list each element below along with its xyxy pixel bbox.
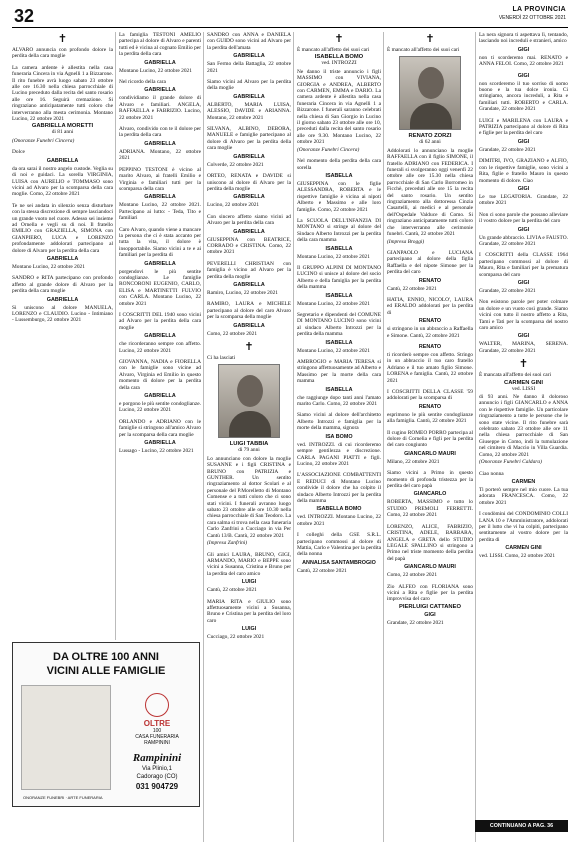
column-6 (475, 32, 568, 842)
emblem-word: OLTRE (143, 719, 171, 728)
notice-name: GABRIELLA (144, 333, 176, 340)
notice-text: È mancata all'affetto dei suoi cari (479, 372, 551, 379)
notice-text: Lussago - Lucino, 22 ottobre 2021 (119, 448, 194, 455)
notice-name: ANNALISA SANTAMBROGIO (302, 559, 376, 566)
notice-name: ISA BOMO (325, 433, 353, 440)
obituary-notice (479, 252, 568, 294)
advert-photo (21, 685, 111, 790)
notice-text: Ci ha lasciati (207, 355, 236, 361)
obituary-notice (119, 227, 201, 307)
notice-text: Grandate, 22 ottobre 2021 (479, 146, 536, 153)
notice-text: ROBERTA, MASSIMO e tutto lo STUDIO PREMOLI FERRETTI. Como, 22 ottobre 2021 (387, 499, 473, 519)
notice-text: Siamo vicini ad Alvaro per la perdita della moglie (207, 79, 291, 92)
column-2 (115, 32, 201, 640)
obituary-notice (479, 158, 568, 206)
notice-text: Segretario e dipendenti del COMUNE DI MONTANO LUCINO sono vicini al sindaco Alberto Introzzi per la perdita della mamma (297, 312, 381, 338)
notice-text: Lucino, 22 ottobre 2021 (207, 202, 260, 209)
obituary-notice (387, 524, 473, 579)
notice-name: GIGI (517, 226, 530, 233)
funeral-agency: (Impresa Zanfrini) (207, 540, 248, 547)
deceased-age: di 62 anni (419, 139, 441, 146)
notice-text: ALVARO annuncia con profondo dolore la perdita della cara moglie (12, 47, 113, 60)
notice-text: È mancato all'affetto dei suoi cari (297, 47, 370, 53)
deceased-age: ved. INTROZZI (321, 60, 357, 67)
cross-icon: ✝ (334, 33, 344, 45)
notice-text: Grandate, 22 ottobre 2021 (479, 287, 536, 294)
obituary-notice (119, 32, 201, 74)
obituary-notice (479, 299, 568, 354)
notice-text: MARIA RITA e GIULIO sono affettuosamente vicini a Susanna, Bruno e Cristina per la perdita del loro caro (207, 598, 291, 624)
notice-text: Addolorati lo annunciano la moglie RAFFAELLA con il figlio SIMONE, il fratello ADRIANO con FEDERICA. I funerali si svolgeranno oggi venerdì 22 ottobre alle ore 15.30 nella chiesa parrocchiale di San Carlo Borromeo in Ficchè, preceduti alle ore 15 la recita del santo rosario. Un sentito ringraziamento alla dottoressa Cinzia Casartelli, ai medici e al personale dell'Ospedale Valduce di Como. Si ringraziano anticipatamente tutti coloro che interverranno alle cerimonie funebri. Cantù, 22 ottobre 2021 (387, 147, 473, 238)
notice-name: GABRIELLA (233, 228, 265, 235)
cross-icon: ✝ (244, 341, 254, 353)
funeral-agency: (Onoranze Funebri Cincera) (297, 146, 360, 153)
notice-text: Gli amici LAURA, BRUNO, GIGI, ARMANDO, MARIO e BEPPE sono vicini a Susanna, Cristina e Bruno per la perdita del caro amico (207, 551, 291, 577)
notice-name: GABRIELLA (233, 194, 265, 201)
notice-text: SILVANA, ALBINO, DEBORA, MANUELE e famiglie partecipano al dolore di Alvaro per la perdita della cara moglie (207, 126, 291, 152)
deceased-name: PIERLUIGI CATTANEO (399, 603, 461, 610)
notice-text: Montano Lucino, 22 ottobre 2021 (119, 67, 192, 74)
obituary-notice (207, 301, 291, 337)
advert-emblem (117, 693, 197, 791)
funeral-agency: (Impresa Broggi) (387, 238, 425, 245)
notice-name: ISABELLA (325, 172, 353, 179)
obituary-notice (479, 32, 568, 68)
notice-text: ved. INTROZZI. di cui ricorderemo sempre gentilezza e discrezione. CARLA PAGANI PIATTI e figli. Lucino, 22 ottobre 2021 (297, 441, 381, 467)
advert-brand: Rampinini (132, 752, 182, 764)
obituary-notice (207, 552, 291, 594)
column-1 (12, 32, 113, 640)
notice-name: GABRIELLA (144, 393, 176, 400)
column-3 (203, 32, 291, 842)
obituary-notice (387, 344, 473, 384)
notice-text: GIANPAOLO e LUCIANA partecipano al dolore della figlia Raffaella e del nipote Simone per la perdita del caro (387, 249, 473, 276)
notice-text: ALBERTO, MARIA LUISA, ALESSIO, DAVIDE e ARIANNA. Montano, 22 ottobre 2021 (207, 101, 291, 121)
notice-text: Cucciago, 22 ottobre 2021 (207, 634, 265, 641)
obituary-notice (207, 599, 291, 641)
deceased-name: CARMEN GINI (504, 379, 543, 386)
notice-name: CARMEN (511, 478, 536, 485)
portrait-photo (218, 364, 280, 438)
obituary-notice (387, 584, 473, 627)
emblem-icon (145, 693, 169, 717)
obituary-notice (297, 359, 381, 407)
obituary-notice (297, 472, 381, 527)
deceased-name: GABRIELLA MORETTI (31, 123, 94, 130)
portrait-photo (399, 56, 461, 130)
notice-text: Ciao nonna (479, 470, 504, 477)
page-number: 32 (14, 6, 35, 26)
notice-name: ISABELLA (325, 339, 353, 346)
notice-text: I condòmini del CONDOMINIO COLLI LANA 10 e l'Amministratore, addolorati per il lutto che vi ha colpiti, partecipano sentitamente al vostro dolore per la perdita di (479, 511, 568, 543)
obituary-notice (479, 471, 568, 507)
notice-text: Siamo vicini a Primo in questo momento di profonda tristezza per la perdita del caro papà (387, 470, 473, 490)
advert-address-1: Via Plinio,1 (142, 766, 172, 772)
notice-name: GIANCARLO MAURI (404, 564, 456, 571)
notice-text: Montano Lucino, 22 ottobre 2021. Partecipano ai lutto: - Teda, Tito e familiari (119, 202, 201, 222)
obituary-notice (207, 261, 291, 297)
notice-text: Ramiro, Lucino, 22 ottobre 2021 (207, 289, 278, 296)
notice-text: condividiamo il grande dolore di Alvaro e familiari. ANGELA, RAFFAELLA e FABRIZIO. Lucino, 22 ottobre 2021 (119, 95, 201, 121)
notice-name: RENATO (418, 277, 442, 284)
column-5 (383, 32, 473, 842)
obituary-notice (12, 149, 113, 197)
notice-text: Cantù, 22 ottobre 2021 (387, 285, 437, 292)
advert-headline-2: VICINI ALLE FAMIGLIE (46, 665, 166, 677)
notice-text: SANDRO e RITA partecipano con profondo affetto al grande dolore di Alvaro per la perdita della cara moglie (12, 275, 113, 295)
obituary-notice (207, 342, 291, 547)
obituary-notice (479, 359, 568, 465)
obituary-notice (207, 79, 291, 121)
notice-text: Dolce (12, 149, 25, 156)
notice-text: I COSCRITTI DEL 1940 sono vicini ad Alvaro per la perdita della cara moglie (119, 312, 201, 331)
notice-name: GIGI (517, 138, 530, 145)
obituary-notice (387, 430, 473, 466)
obituary-notice (207, 126, 291, 168)
notice-name: GABRIELLA (144, 59, 176, 66)
notice-text: Montano Lucino, 22 ottobre 2021 (297, 300, 370, 307)
notice-text: esprimono le più sentite condoglianze alla famiglia. Cantù, 22 ottobre 2021 (387, 411, 473, 425)
notice-name: GABRIELLA (46, 157, 79, 164)
obituary-notice (207, 173, 291, 209)
notice-text: ved. INTROZZI. Montano Lucino, 22 ottobre 2021 (297, 514, 381, 527)
obituary-notice (297, 218, 381, 260)
notice-text: Zio ALFEO con FLORIANA sono vicini a Rita e figlie per la perdita improvvisa del caro (387, 583, 473, 603)
notice-text: Cantù, 22 ottobre 2021 (297, 567, 347, 574)
notice-text: La famiglia TESTONI AMELIO partecipa al dolore di Alvaro e parenti tutti ed è vicina al cognato Emilio per la perdita della cara (119, 32, 201, 58)
notice-name: ISABELLA (325, 386, 353, 393)
obituary-notice (297, 158, 381, 213)
cross-icon: ✝ (518, 358, 529, 371)
notice-name: GIGI (424, 611, 436, 618)
funeral-home-advert (12, 642, 200, 807)
advert-headline-1: DA OLTRE 100 ANNI (53, 651, 159, 663)
emblem-line-3: RAMPININI (144, 740, 170, 746)
notice-text: non scorderemo il tuo sorriso di uomo buono e la tua dolce ironia. Ci stringiamo, ancora increduli, a Rita e familiari tutti. ROBERTO e CARLA. Grandate, 22 ottobre 2021 (479, 80, 568, 113)
funeral-agency: (Onoranze Funebri Cincera) (12, 137, 75, 144)
notice-text: Il GRUPPO ALPINI DI MONTANO LUCINO si unisce al dolore del socio Alberto e della famiglia per la perdita della mamma (297, 264, 381, 291)
notice-text: Como, 22 ottobre 2021 (207, 330, 258, 337)
notice-text: LORENZO, ALICE, FABRIZIO, CRISTINA, ADELE, BARBARA, ANGELA e GRETA dello STUDIO LEGALE SPALLINO si stringono a Primo nel triste momento della perdita del papà (387, 523, 473, 562)
obituary-notice (207, 32, 291, 74)
notice-text: L'ASSOCIAZIONE COMBATTENTI E REDUCI di Montano Lucino condivide il dolore che ha colpito il sindaco Alberto Introzzi per la perdita della mamma (297, 472, 381, 504)
notice-text: Siamo vicini al dolore dell'architetto Alberto Introzzi e famiglia per la morte della mamma, signora (297, 412, 381, 432)
deceased-name: LUIGI TABBIA (229, 441, 269, 448)
notice-text: GIOVANNA, NADIA e FIORELLA con le famiglie sono vicine ad Alvaro, Virginia ed Emilio in questo momento di dolore per la perdita della cara (119, 359, 201, 391)
notice-text: Lo annunciano con dolore la moglie SUSANNE e i figli CRISTINA e BRUNO con PATRIZIA e GUNTHER. Un sentito ringraziamento al dottor Scolari e al personale del P.Morelletto di Montano Comense e a tutti coloro che ci sono stati vicini. I funerali avranno luogo sabato 23 ottobre alle ore 10.30 nella chiesa parrocchiale di San Teodoro. La cara salma si trova nella casa funeraria Carlo Zanfrini a Cucciago in via Per Cantù 13/B. Cantù, 22 ottobre 2021 (207, 455, 291, 539)
notice-name: GABRIELLA (233, 281, 265, 288)
notice-text: Le tue LEGATORIA. Grandate, 22 ottobre 2021 (479, 193, 568, 207)
obituary-notice (119, 126, 201, 162)
obituary-notice (479, 118, 568, 154)
obituary-notice (387, 297, 473, 339)
notice-name: GABRIELLA (144, 140, 176, 147)
notice-name: ISABELLA (325, 245, 353, 252)
obituary-notice (119, 79, 201, 121)
cross-icon: ✝ (57, 33, 68, 45)
deceased-name: ISABELLA BOMO (314, 54, 364, 61)
notice-name: CARMEN GINI (505, 545, 542, 552)
notice-name: GABRIELLA (233, 93, 265, 100)
notice-text: Montano Lucino, 22 ottobre 2021 (12, 263, 85, 270)
deceased-age: di 79 anni (238, 447, 260, 454)
obituary-notice (12, 34, 113, 60)
obituary-notice (12, 65, 113, 144)
obituary-notice (297, 532, 381, 574)
obituary-notice (119, 419, 201, 455)
notice-text: Alvaro, condivido con te il dolore per la perdita della cara (119, 126, 201, 139)
notice-text: Milano, 22 ottobre 2021 (387, 458, 440, 465)
notice-name: LUIGI (241, 626, 257, 633)
advert-address-2: Cadorago (CO) (136, 774, 178, 780)
notice-name: GABRIELLA (144, 194, 176, 201)
notice-text: e porgono le più sentite condoglianze. Lucino, 22 ottobre 2021 (119, 401, 201, 414)
notice-text: Il cugino ROMEO PORRO partecipa al dolore di Cornelia e figli per la perdita del caro congiunto (387, 429, 473, 449)
notice-text: si stringono in un abbraccio a Raffaella e Simone. Cantù, 22 ottobre 2021 (387, 326, 473, 339)
notice-name: GIGI (517, 46, 530, 53)
notice-text: che raggiunge dopo tanti anni l'amato marito Carlo. Como, 22 ottobre 2021 (297, 394, 381, 408)
notice-text: ved. LISSI. Como, 22 ottobre 2021 (479, 553, 556, 560)
notice-name: GABRIELLA (233, 153, 265, 160)
notice-text: Te ne sei andata in silenzio senza disturbare con la stessa discrezione di sempre lasciandoci un grande vuoto nel cuore. Adesso sei insieme ad Ornella e vegli su di noi. Il fratello EMILIO con GRAZIELLA, SIMONA con GIANPIERO, LUCA e LORENZO profondamente addolorati partecipano al dolore di Alvaro per la perdita della cara (12, 202, 113, 254)
obituary-notice (297, 265, 381, 307)
notice-text: Non esistono parole per poter colmare un dolore e un vuoto così grande. Siamo vicini con tutto il nostro affetto a Rita, Tami e Tati per la scomparsa del nostro caro amico (479, 299, 568, 331)
notice-name: GABRIELLA (233, 53, 265, 60)
notice-text: I COSCRITTI della CLASSE 1964 partecipano commossi al dolore di Mauro, Rita e familiari per la prematura scomparsa del caro (479, 252, 568, 278)
notice-text: San Fermo della Battaglia, 22 ottobre 2021 (207, 61, 291, 74)
notice-name: ISABELLA (325, 292, 353, 299)
publication-date: VENERDÌ 22 OTTOBRE 2021 (498, 15, 566, 21)
notice-name: GABRIELLA (144, 260, 176, 267)
notice-text: ADRIANA. Montano, 22 ottobre 2021 (119, 148, 201, 162)
advert-phone: 031 904729 (135, 782, 179, 791)
notice-name: LUIGI (241, 579, 257, 586)
notice-text: porgendovi le più sentite condoglianze. Le famiglie RONCORONI EUGENIO, CARLO, ELISA e MARTINETTI FULVIO con CARLA. Montano Lucino, 22 ottobre 2021 (119, 268, 201, 307)
notice-text: Caro Alvaro, quando viene a mancare la persona che ci è stata accanto per tutta la vita, il dolore è insopportabile. Siamo vicini a te e ai familiari per la perdita di (119, 226, 201, 259)
notice-text: La SCUOLA DELL'INFANZIA DI MONTANO si stringe al dolore del Sindaco Alberto Introzzi per la perdita della cara mamma (297, 217, 381, 244)
notice-text: GIUSEPPINA con le figlie ALESSANDRA, ROBERTA e le rispettive famiglie è vicina ai nipoti Alberto e Massimo e alle loro famiglie. Como, 22 ottobre 2021 (297, 180, 381, 213)
continued-banner: CONTINUANO A PAG. 36 (475, 820, 568, 832)
notice-name: GABRIELLA (46, 296, 79, 303)
notice-name: GIGI (517, 185, 530, 192)
notice-text: da ora sarai il nostro angelo custode. Veglia su di noi e guidaci. La sorella VIRGINIA, LUISA con AURELIO e TOMMASO sono vicini ad Alvaro per la scomparsa della cara moglie. Como, 22 ottobre 2021 (12, 165, 113, 198)
notice-text: Como, 22 ottobre 2021 (387, 572, 438, 579)
notice-text: RAMIRO, LAURA e MICHELE partecipano al dolore del caro Alvaro per la scomparsa della moglie (207, 301, 291, 321)
notice-text: AMBROGIO e MARIA TERESA si stringono affettuosamente ad Alberto e Massimo per la morte della cara mamma (297, 359, 381, 385)
notice-text: Nel ricordo della cara (119, 79, 166, 86)
notice-text: È mancato all'affetto dei suoi cari (387, 47, 460, 53)
notice-text: Montano Lucino, 22 ottobre 2021 (297, 347, 370, 354)
notice-text: Un grande abbraccio. LIVIA e FAUSTO. Grandate, 22 ottobre 2021 (479, 234, 568, 247)
notice-text: non ti scorderemo mai. RENATO e ANNA FELOI. Como, 22 ottobre 2021 (479, 54, 568, 68)
deceased-age: di 81 anni (51, 129, 74, 136)
notice-text: Grandate, 22 ottobre 2021 (387, 619, 444, 626)
emblem-line-1: 100 (152, 728, 162, 734)
notice-text: ti ricorderò sempre con affetto. Stringo in un abbraccio il tuo caro fratello Adriano e il tuo amato figlio Simone. LORENA e famiglia. Cantù, 22 ottobre 2021 (387, 351, 473, 384)
obituary-notice (12, 275, 113, 323)
notice-text: PEPPINO TESTONI è vicino al marito Alvaro, ai fratelli Emilio e Virginia e familiari tutti per la scomparsa della cara (119, 166, 201, 192)
obituary-notice (207, 214, 291, 256)
notice-text: Ne danno il triste annuncio i figli MASSIMO con VIVIANA, GIORGIA e ANDREA, ALBERTO con CARMEN, EMMA e DARIO. La camera ardente è allestita nella casa funeraria Cincera in via Agnelli 1 a Bizzarone. I funerali saranno celebrati nella chiesa di San Giorgio in Lucino il giorno sabato 23 ottobre alle ore 10, preceduti dalla recita del santo rosario alle ore 9.30. Montano Lucino, 22 ottobre 2021 (297, 68, 381, 146)
notice-name: RENATO (418, 343, 442, 350)
obituary-notice (297, 34, 381, 153)
notice-name: RENATO (418, 318, 442, 325)
notice-name: GIGI (517, 333, 530, 340)
deceased-age: ved. LISSI (511, 385, 536, 392)
notice-text: SANDRO con ANNA e DANIELA con GUIDO sono vicini ad Alvaro per la perdita dell'amata (207, 32, 291, 51)
notice-name: GABRIELLA (233, 322, 265, 329)
notice-name: ISABELLA BOMO (316, 506, 362, 513)
notice-text: ORTEO, RENATA e DAVIDE si uniscono al dolore di Alvaro per la perdita della moglie (207, 173, 291, 192)
obituary-notice (297, 312, 381, 354)
notice-name: GIANCARLO MAURI (404, 450, 456, 457)
notice-text: Si uniscono al dolore MANUELA, LORENZO e CLAUDIO. Lucino - Intimiano - Lussemburgo, 22 ottobre 2021 (12, 304, 113, 324)
funeral-agency: (Onoranze Funebri Caldara) (479, 459, 542, 466)
notice-name: RENATO (418, 403, 442, 410)
notice-name: GIGI (517, 279, 530, 286)
obituary-notice (387, 34, 473, 245)
notice-text: DIMITRI, IVO, GRAZIANO e ALFIO, con le rispettive famiglie, sono vicini a Rita, figlie e fratello Mauro in questo momento di dolore. Ciao (479, 158, 568, 184)
header-rule (12, 27, 568, 28)
cross-icon: ✝ (425, 33, 435, 45)
notice-text: che ricorderanno sempre con affetto. Lucino, 22 ottobre 2021 (119, 341, 201, 354)
obituary-notice (12, 203, 113, 271)
deceased-name: RENATO ZORZI (408, 133, 452, 140)
notice-name: GABRIELLA (144, 440, 176, 447)
notice-text: LUIGI e MARILENA con LAURA e PATRIZIA partecipano al dolore di Rita e figlie per la perdita del caro (479, 117, 568, 137)
notice-text: PEVERELLI CHRISTIAN con famiglia è vicino ad Alvaro per la perdita della moglie (207, 260, 291, 280)
advert-footer: ONORANZE FUNEBRI · ARTE FUNERARIA (23, 795, 103, 800)
notice-text: Ti porterò sempre nel mio cuore. La tua adorata FRANCESCA. Como, 22 ottobre 2021 (479, 486, 568, 506)
obituary-notice (387, 470, 473, 518)
notice-text: Colverde, 22 ottobre 2021 (207, 161, 264, 168)
notice-name: GABRIELLA (144, 87, 176, 94)
notice-name: GABRIELLA (46, 255, 79, 262)
obituary-notice (119, 359, 201, 414)
notice-text: ORLANDO e ADRIANO con le famiglie si stringono all'amico Alvaro per la scomparsa della cara moglie (119, 418, 201, 438)
emblem-line-2: CASA FUNERARIA (135, 734, 179, 740)
notice-name: GIGI (517, 72, 530, 79)
obituary-notice (387, 389, 473, 425)
notice-text: WALTER, MARINA, SERENA. Grandate, 22 ottobre 2021 (479, 341, 568, 354)
notice-text: La camera ardente è allestita nella casa funeraria Cincera in via Agnelli 1 a Bizzarone. Il rito funebre avrà luogo sabato 23 ottobre alle ore 16.30 nella chiesa parrocchiale di Lucino preceduto dalla recita del santo rosario alle ore 16. Seguirà cremazione. Si ringraziano anticipatamente tutti coloro che interverranno alla mesta cerimonia. Montano Lucino, 22 ottobre 2021 (12, 64, 113, 123)
notice-text: I colleghi della GSE S.R.L. partecipano commossi al dolore di Mattia, Carlo e Valentina per la perdita della nonna (297, 532, 381, 558)
obituary-notice (297, 412, 381, 467)
notice-text: Con sincero affetto siamo vicini ad Alvaro per la perdita della cara (207, 213, 291, 227)
notice-text: Montano Lucino, 22 ottobre 2021 (297, 253, 370, 260)
column-4 (293, 32, 381, 842)
notice-text: di 93 anni. Ne danno il doloroso annuncio i figli GIANCARLO e ANNA con le rispettive famiglie. Un particolare ringraziamento a tutte le persone che le sono state vicine. Il rito funebre sarà celebrato sabato 23 ottobre alle ore 11 nella chiesa parrocchiale di San Giuseppe in Como, indi la tumulazione nel cimitero di Maccio in Villa Guardia. Como, 22 ottobre 2021 (479, 394, 568, 458)
notice-text: I COSCRITTI DELLA CLASSE '59 addolorati per la scomparsa di (387, 389, 473, 402)
obituary-notice (479, 511, 568, 559)
notice-text: HATIA, ENNIO, NICOLO', LAURA ed ERALDO addolorati per la perdita di (387, 296, 473, 316)
obituary-notice (479, 73, 568, 113)
publication-name: LA PROVINCIA (512, 6, 566, 13)
notice-text: GIUSEPPINA con BEATRICE, CORRADO e CRISTINA. Como, 22 ottobre 2021 (207, 236, 291, 256)
notice-text: Non ci sono parole che possano alleviare il vostro dolore per la perdita del caro (479, 211, 568, 225)
obituary-notice (119, 312, 201, 354)
notice-text: La nera signora ti aspettava lì, tentando, lasciando noi increduli e stranieri, amico (479, 32, 568, 45)
notice-text: Cantù, 22 ottobre 2021 (207, 587, 257, 594)
obituary-notice (387, 250, 473, 292)
obituary-notice (479, 212, 568, 248)
obituary-notice (119, 167, 201, 222)
page-header (0, 0, 580, 30)
notice-text: Nel momento della perdita della cara sorella (297, 158, 381, 171)
notice-name: GIANCARLO (413, 491, 447, 498)
